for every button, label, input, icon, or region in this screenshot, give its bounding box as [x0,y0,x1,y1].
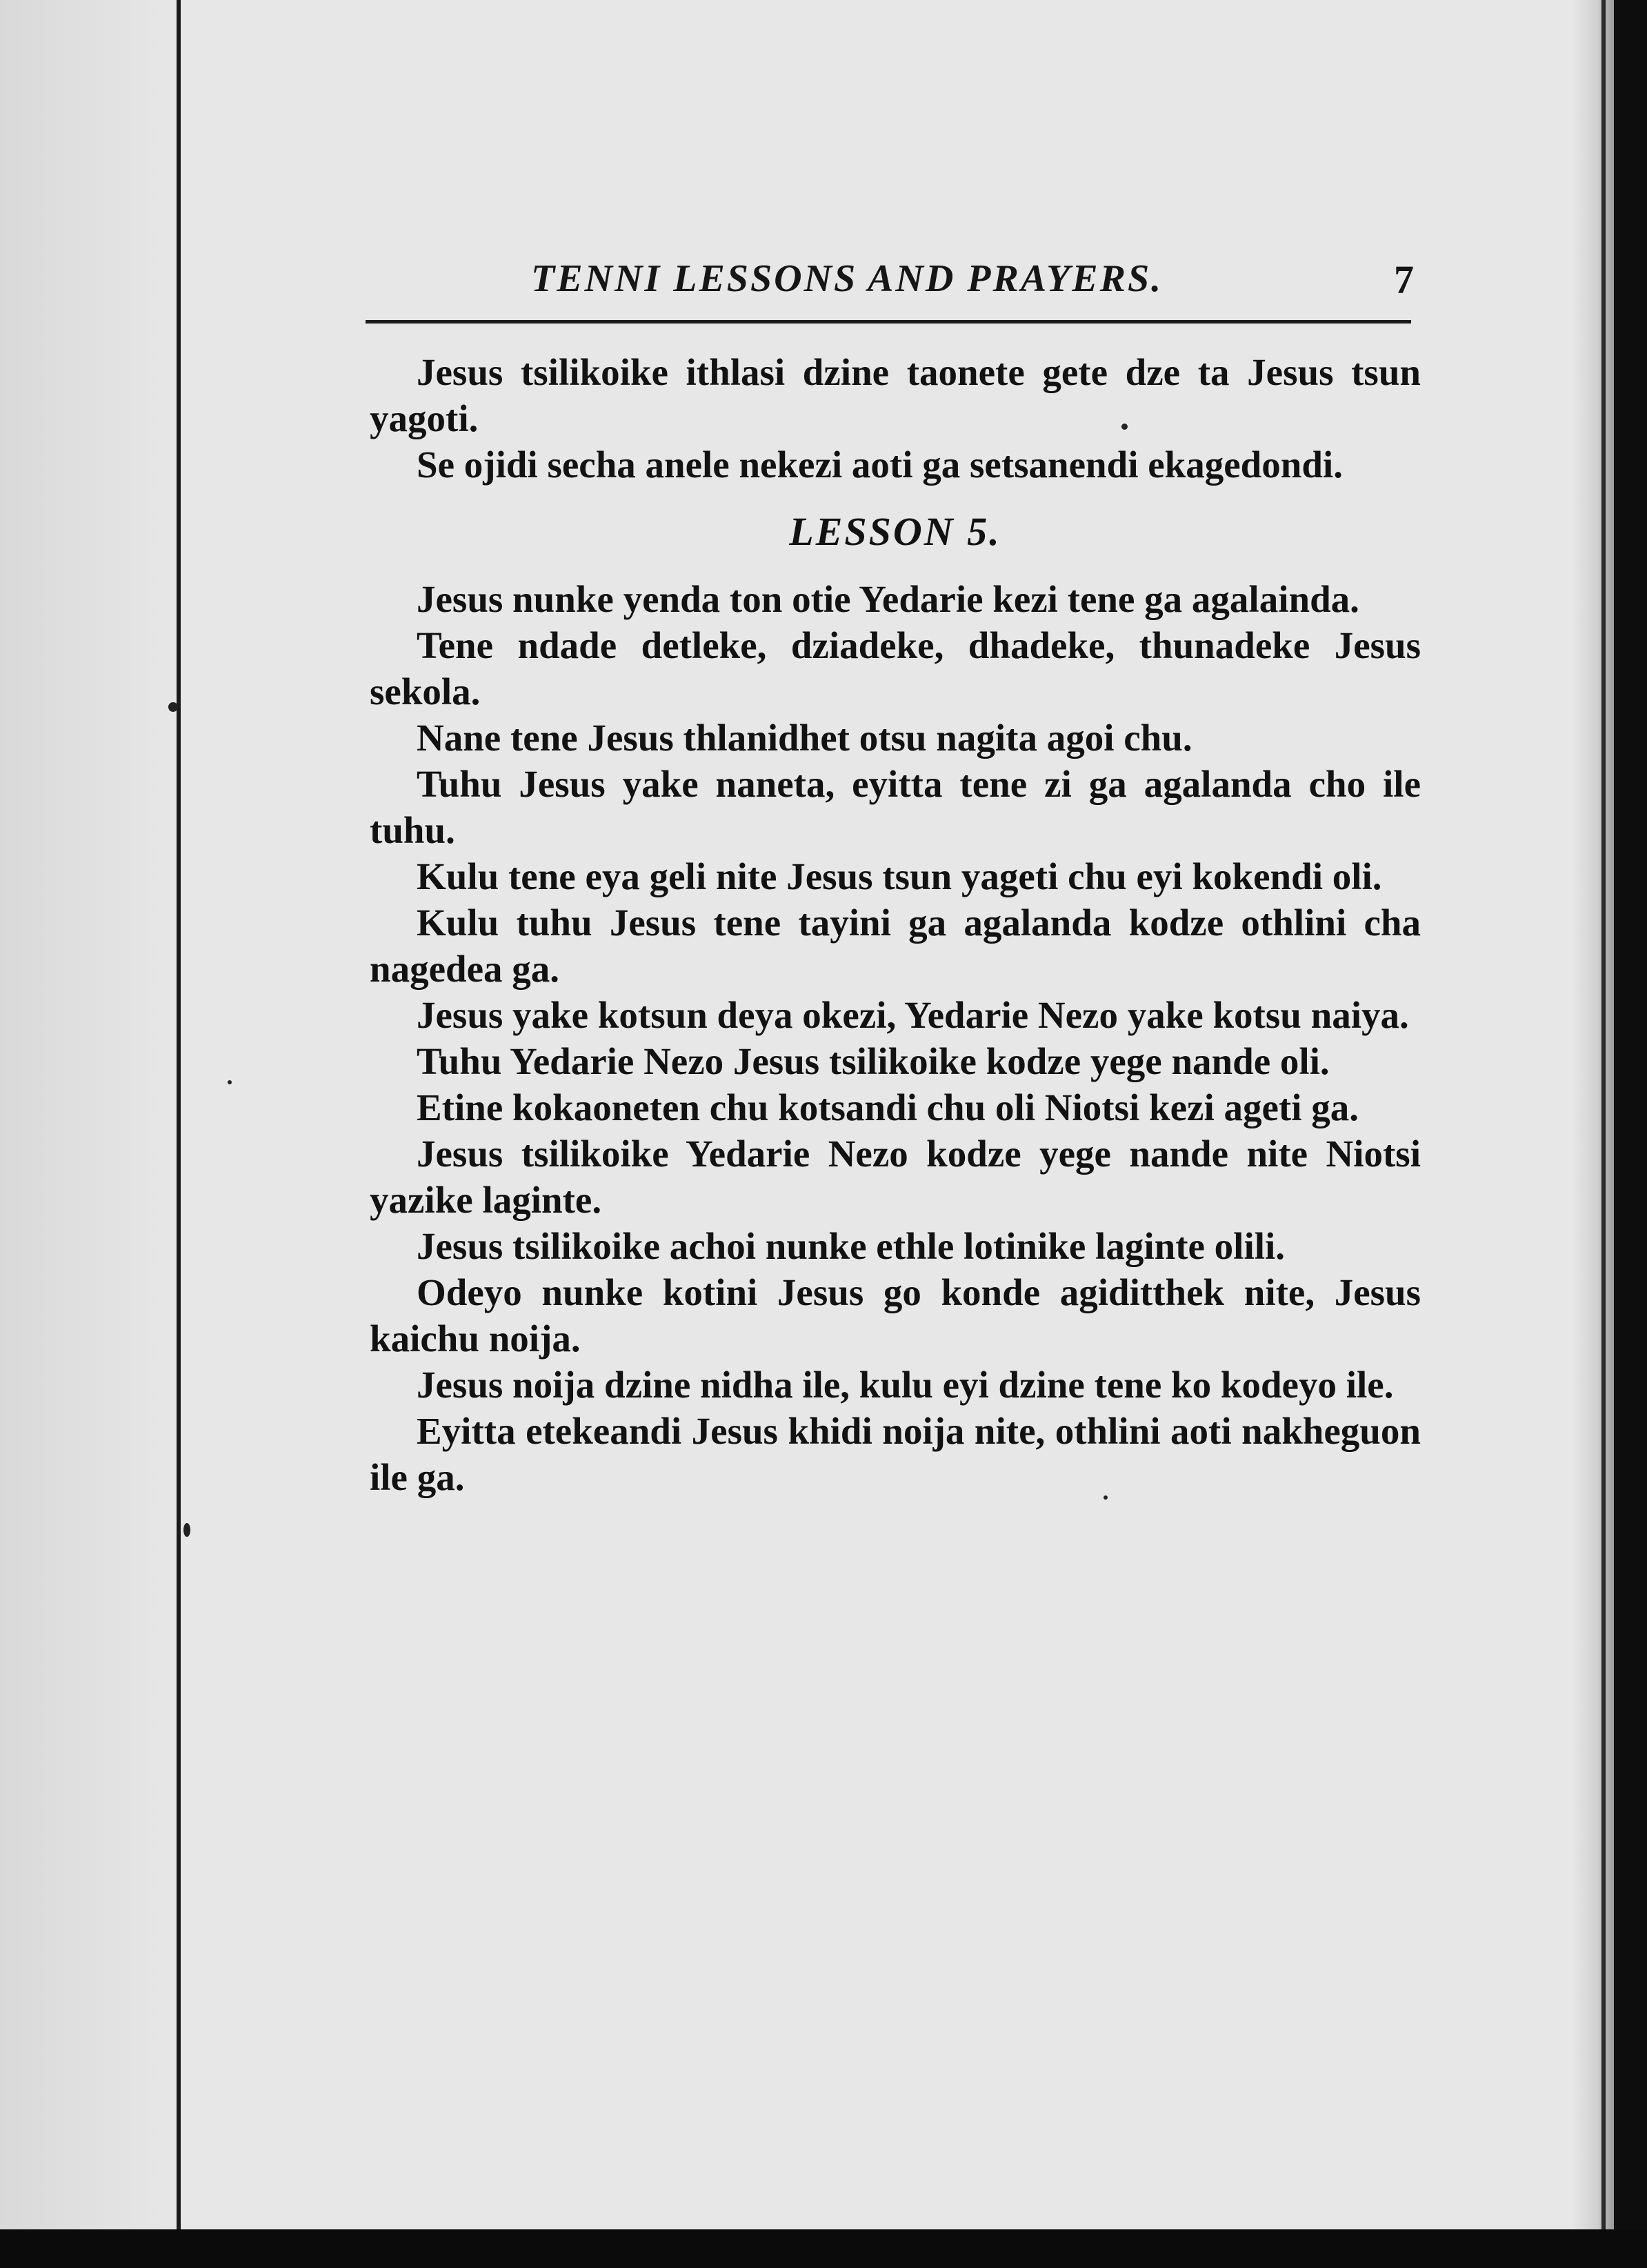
running-title: TENNI LESSONS AND PRAYERS. [531,257,1164,300]
page-header [366,257,1421,302]
lesson-paragraph: Jesus noija dzine nidha ile, kulu eyi dzine tene ko kodeyo ile. [417,1364,1394,1406]
lesson-paragraph: Nane tene Jesus thlanidhet otsu nagita agoi chu. [417,717,1192,759]
lesson-paragraph: Odeyo nunke kotini Jesus go konde agiditthek nite, Jesus kaichu noija. [370,1271,1421,1360]
intro-paragraph: Jesus tsilikoike ithlasi dzine taonete gete dze ta Jesus tsun yagoti. [370,351,1421,439]
lesson-paragraph: Eyitta etekeandi Jesus khidi noija nite, othlini aoti nakheguon ile ga. [370,1410,1421,1498]
page-edge-shadow [1573,0,1614,2229]
lesson-heading: LESSON 5. [789,509,1001,554]
binding-shadow [0,0,179,2229]
lesson-paragraph: Tene ndade detleke, dziadeke, dhadeke, thunadeke Jesus sekola. [370,624,1421,713]
header-rule [366,320,1411,324]
lesson-paragraph: Kulu tuhu Jesus tene tayini ga agalanda kodze othlini cha nagedea ga. [370,902,1421,990]
lesson-paragraph: Jesus tsilikoike Yedarie Nezo kodze yege nande nite Niotsi yazike laginte. [370,1133,1421,1221]
page-body [370,349,1421,1500]
lesson-paragraph: Kulu tene eya geli nite Jesus tsun yageti chu eyi kokendi oli. [417,855,1382,897]
lesson-paragraph: Jesus nunke yenda ton otie Yedarie kezi tene ga agalainda. [417,578,1359,620]
binding-edge [177,0,181,2229]
page-number: 7 [1394,257,1414,302]
lesson-paragraph: Jesus tsilikoike achoi nunke ethle lotinike laginte olili. [417,1225,1286,1267]
intro-paragraph: Se ojidi secha anele nekezi aoti ga setsanendi ekagedondi. [417,444,1343,486]
scan-speck [168,702,178,712]
lesson-paragraph: Jesus yake kotsun deya okezi, Yedarie Nezo yake kotsu naiya. [417,994,1409,1036]
scan-bottom-border [0,2229,1647,2268]
scan-speck [228,1080,232,1084]
scan-speck [183,1523,190,1537]
lesson-paragraph: Tuhu Jesus yake naneta, eyitta tene zi ga agalanda cho ile tuhu. [370,763,1421,851]
lesson-paragraph: Tuhu Yedarie Nezo Jesus tsilikoike kodze yege nande oli. [417,1040,1330,1082]
page-edge [1601,0,1606,2229]
lesson-paragraph: Etine kokaoneten chu kotsandi chu oli Niotsi kezi ageti ga. [417,1086,1359,1128]
